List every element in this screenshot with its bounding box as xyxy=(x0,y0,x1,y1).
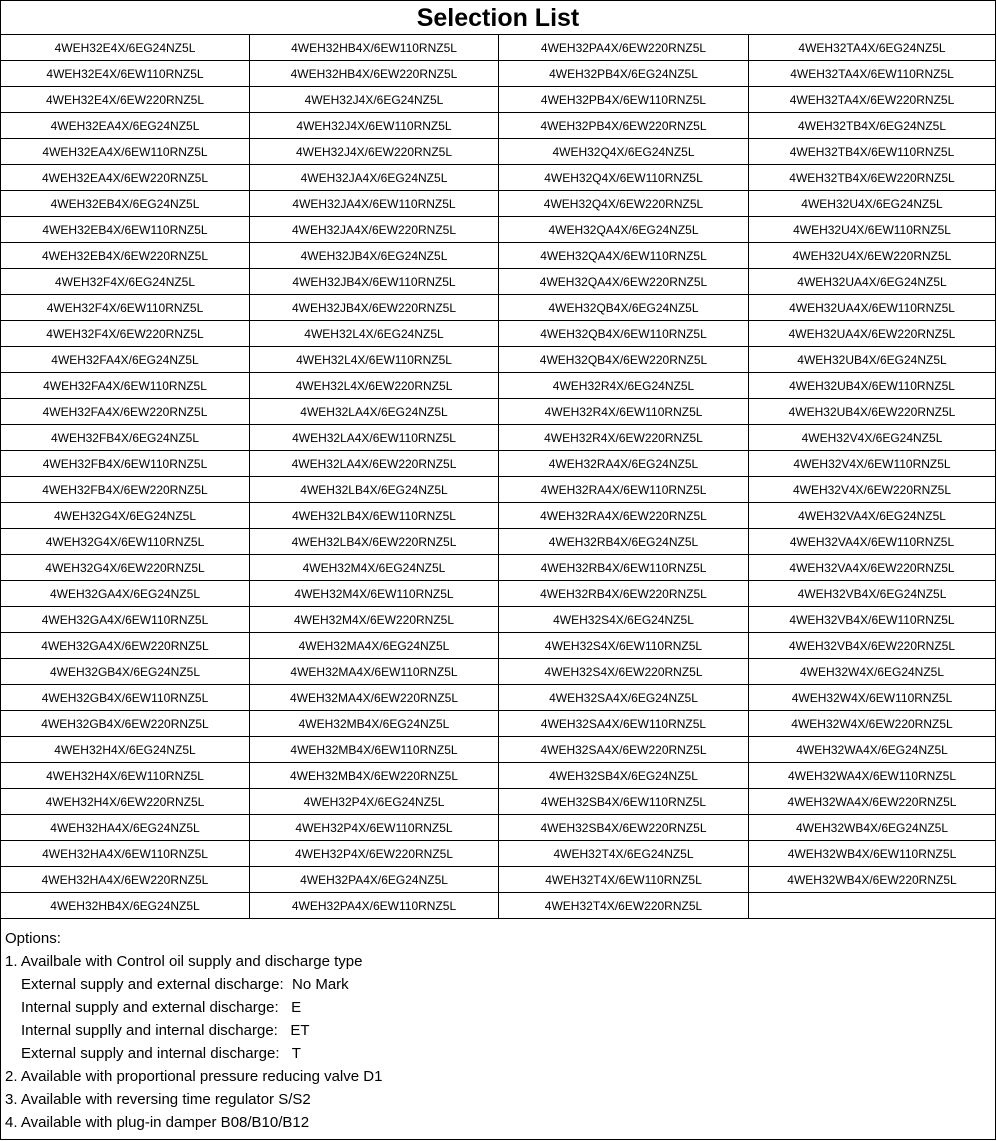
table-cell: 4WEH32E4X/6EW110RNZ5L xyxy=(1,61,250,87)
table-cell: 4WEH32V4X/6EW220RNZ5L xyxy=(749,477,996,503)
table-row xyxy=(1,503,996,529)
selection-table-body xyxy=(1,35,996,919)
table-row xyxy=(1,113,996,139)
table-cell: 4WEH32J4X/6EW110RNZ5L xyxy=(250,113,499,139)
table-cell: 4WEH32L4X/6EG24NZ5L xyxy=(250,321,499,347)
table-cell: 4WEH32PA4X/6EW110RNZ5L xyxy=(250,893,499,919)
option-item-2: 2. Available with proportional pressure reducing valve D1 xyxy=(5,1068,383,1085)
table-cell: 4WEH32P4X/6EW110RNZ5L xyxy=(250,815,499,841)
table-row xyxy=(1,243,996,269)
table-cell: 4WEH32RB4X/6EW220RNZ5L xyxy=(499,581,749,607)
table-cell: 4WEH32JB4X/6EG24NZ5L xyxy=(250,243,499,269)
table-cell: 4WEH32MA4X/6EW110RNZ5L xyxy=(250,659,499,685)
table-cell: 4WEH32WA4X/6EG24NZ5L xyxy=(749,737,996,763)
table-row xyxy=(1,685,996,711)
table-row xyxy=(1,581,996,607)
table-cell: 4WEH32HA4X/6EW220RNZ5L xyxy=(1,867,250,893)
table-cell: 4WEH32VB4X/6EW110RNZ5L xyxy=(749,607,996,633)
table-cell: 4WEH32F4X/6EG24NZ5L xyxy=(1,269,250,295)
table-cell: 4WEH32TA4X/6EW220RNZ5L xyxy=(749,87,996,113)
table-cell: 4WEH32L4X/6EW110RNZ5L xyxy=(250,347,499,373)
table-cell: 4WEH32W4X/6EW110RNZ5L xyxy=(749,685,996,711)
table-cell: 4WEH32SB4X/6EW220RNZ5L xyxy=(499,815,749,841)
table-cell: 4WEH32QA4X/6EW110RNZ5L xyxy=(499,243,749,269)
table-cell: 4WEH32M4X/6EG24NZ5L xyxy=(250,555,499,581)
table-cell: 4WEH32M4X/6EW220RNZ5L xyxy=(250,607,499,633)
table-cell: 4WEH32S4X/6EW110RNZ5L xyxy=(499,633,749,659)
table-cell: 4WEH32MA4X/6EW220RNZ5L xyxy=(250,685,499,711)
table-cell: 4WEH32LB4X/6EW220RNZ5L xyxy=(250,529,499,555)
table-cell: 4WEH32TB4X/6EW110RNZ5L xyxy=(749,139,996,165)
table-cell: 4WEH32T4X/6EW220RNZ5L xyxy=(499,893,749,919)
table-cell: 4WEH32RB4X/6EW110RNZ5L xyxy=(499,555,749,581)
table-cell: 4WEH32FB4X/6EW110RNZ5L xyxy=(1,451,250,477)
table-cell: 4WEH32RA4X/6EW220RNZ5L xyxy=(499,503,749,529)
table-row xyxy=(1,425,996,451)
table-cell: 4WEH32L4X/6EW220RNZ5L xyxy=(250,373,499,399)
table-cell: 4WEH32WB4X/6EW220RNZ5L xyxy=(749,867,996,893)
table-cell: 4WEH32HB4X/6EW220RNZ5L xyxy=(250,61,499,87)
table-row xyxy=(1,451,996,477)
table-cell: 4WEH32GA4X/6EW110RNZ5L xyxy=(1,607,250,633)
table-cell: 4WEH32WB4X/6EG24NZ5L xyxy=(749,815,996,841)
table-cell: 4WEH32WA4X/6EW110RNZ5L xyxy=(749,763,996,789)
table-cell: 4WEH32V4X/6EW110RNZ5L xyxy=(749,451,996,477)
table-cell: 4WEH32F4X/6EW110RNZ5L xyxy=(1,295,250,321)
table-cell: 4WEH32QB4X/6EG24NZ5L xyxy=(499,295,749,321)
table-cell xyxy=(749,893,996,919)
table-cell: 4WEH32TB4X/6EG24NZ5L xyxy=(749,113,996,139)
table-row xyxy=(1,555,996,581)
table-cell: 4WEH32RA4X/6EW110RNZ5L xyxy=(499,477,749,503)
table-row xyxy=(1,477,996,503)
options-heading: Options: xyxy=(5,930,61,947)
table-cell: 4WEH32UA4X/6EW220RNZ5L xyxy=(749,321,996,347)
table-cell: 4WEH32SA4X/6EW110RNZ5L xyxy=(499,711,749,737)
option-item-3: 3. Available with reversing time regulator S/S2 xyxy=(5,1091,311,1108)
table-row xyxy=(1,711,996,737)
table-cell: 4WEH32JA4X/6EG24NZ5L xyxy=(250,165,499,191)
table-cell: 4WEH32SB4X/6EW110RNZ5L xyxy=(499,789,749,815)
table-cell: 4WEH32M4X/6EW110RNZ5L xyxy=(250,581,499,607)
table-cell: 4WEH32MB4X/6EG24NZ5L xyxy=(250,711,499,737)
table-cell: 4WEH32GA4X/6EW220RNZ5L xyxy=(1,633,250,659)
table-cell: 4WEH32R4X/6EW220RNZ5L xyxy=(499,425,749,451)
table-cell: 4WEH32UA4X/6EG24NZ5L xyxy=(749,269,996,295)
table-cell: 4WEH32H4X/6EG24NZ5L xyxy=(1,737,250,763)
table-cell: 4WEH32Q4X/6EW110RNZ5L xyxy=(499,165,749,191)
table-row xyxy=(1,607,996,633)
table-cell: 4WEH32MB4X/6EW220RNZ5L xyxy=(250,763,499,789)
table-row xyxy=(1,373,996,399)
table-row xyxy=(1,139,996,165)
table-cell: 4WEH32S4X/6EG24NZ5L xyxy=(499,607,749,633)
table-cell: 4WEH32E4X/6EG24NZ5L xyxy=(1,35,250,61)
table-cell: 4WEH32VB4X/6EG24NZ5L xyxy=(749,581,996,607)
table-cell: 4WEH32Q4X/6EG24NZ5L xyxy=(499,139,749,165)
table-cell: 4WEH32RB4X/6EG24NZ5L xyxy=(499,529,749,555)
table-cell: 4WEH32TB4X/6EW220RNZ5L xyxy=(749,165,996,191)
table-cell: 4WEH32LA4X/6EG24NZ5L xyxy=(250,399,499,425)
table-cell: 4WEH32LA4X/6EW220RNZ5L xyxy=(250,451,499,477)
table-cell: 4WEH32VA4X/6EG24NZ5L xyxy=(749,503,996,529)
table-cell: 4WEH32UB4X/6EW110RNZ5L xyxy=(749,373,996,399)
table-cell: 4WEH32R4X/6EW110RNZ5L xyxy=(499,399,749,425)
table-cell: 4WEH32GB4X/6EG24NZ5L xyxy=(1,659,250,685)
table-cell: 4WEH32VA4X/6EW220RNZ5L xyxy=(749,555,996,581)
option-sub-4: External supply and internal discharge: T xyxy=(21,1045,301,1062)
table-cell: 4WEH32EB4X/6EG24NZ5L xyxy=(1,191,250,217)
table-row xyxy=(1,399,996,425)
table-cell: 4WEH32PA4X/6EW220RNZ5L xyxy=(499,35,749,61)
table-cell: 4WEH32HA4X/6EW110RNZ5L xyxy=(1,841,250,867)
table-cell: 4WEH32J4X/6EG24NZ5L xyxy=(250,87,499,113)
table-cell: 4WEH32HB4X/6EG24NZ5L xyxy=(1,893,250,919)
table-cell: 4WEH32PB4X/6EW220RNZ5L xyxy=(499,113,749,139)
table-cell: 4WEH32PB4X/6EG24NZ5L xyxy=(499,61,749,87)
table-cell: 4WEH32GB4X/6EW110RNZ5L xyxy=(1,685,250,711)
table-cell: 4WEH32QA4X/6EG24NZ5L xyxy=(499,217,749,243)
option-sub-3: Internal supplly and internal discharge: ET xyxy=(21,1022,310,1039)
table-cell: 4WEH32U4X/6EW110RNZ5L xyxy=(749,217,996,243)
table-cell: 4WEH32EB4X/6EW110RNZ5L xyxy=(1,217,250,243)
table-row xyxy=(1,269,996,295)
option-item-4: 4. Available with plug-in damper B08/B10/B12 xyxy=(5,1114,310,1131)
option-item-1: 1. Availbale with Control oil supply and discharge type xyxy=(5,953,363,970)
table-cell: 4WEH32P4X/6EW220RNZ5L xyxy=(250,841,499,867)
table-row xyxy=(1,893,996,919)
table-row xyxy=(1,633,996,659)
table-cell: 4WEH32JB4X/6EW220RNZ5L xyxy=(250,295,499,321)
table-cell: 4WEH32RA4X/6EG24NZ5L xyxy=(499,451,749,477)
table-cell: 4WEH32EA4X/6EW110RNZ5L xyxy=(1,139,250,165)
table-cell: 4WEH32TA4X/6EG24NZ5L xyxy=(749,35,996,61)
table-cell: 4WEH32FA4X/6EG24NZ5L xyxy=(1,347,250,373)
table-cell: 4WEH32S4X/6EW220RNZ5L xyxy=(499,659,749,685)
table-row xyxy=(1,35,996,61)
table-cell: 4WEH32H4X/6EW110RNZ5L xyxy=(1,763,250,789)
table-cell: 4WEH32W4X/6EW220RNZ5L xyxy=(749,711,996,737)
table-cell: 4WEH32Q4X/6EW220RNZ5L xyxy=(499,191,749,217)
table-cell: 4WEH32HB4X/6EW110RNZ5L xyxy=(250,35,499,61)
table-cell: 4WEH32UA4X/6EW110RNZ5L xyxy=(749,295,996,321)
table-cell: 4WEH32MA4X/6EG24NZ5L xyxy=(250,633,499,659)
table-row xyxy=(1,191,996,217)
table-cell: 4WEH32JA4X/6EW220RNZ5L xyxy=(250,217,499,243)
table-cell: 4WEH32UB4X/6EW220RNZ5L xyxy=(749,399,996,425)
table-row xyxy=(1,737,996,763)
option-sub-2: Internal supply and external discharge: E xyxy=(21,999,302,1016)
table-cell: 4WEH32QA4X/6EW220RNZ5L xyxy=(499,269,749,295)
table-row xyxy=(1,763,996,789)
table-row xyxy=(1,165,996,191)
table-cell: 4WEH32PA4X/6EG24NZ5L xyxy=(250,867,499,893)
table-cell: 4WEH32QB4X/6EW220RNZ5L xyxy=(499,347,749,373)
table-cell: 4WEH32JA4X/6EW110RNZ5L xyxy=(250,191,499,217)
table-cell: 4WEH32E4X/6EW220RNZ5L xyxy=(1,87,250,113)
table-row xyxy=(1,217,996,243)
table-row xyxy=(1,659,996,685)
table-cell: 4WEH32SB4X/6EG24NZ5L xyxy=(499,763,749,789)
table-cell: 4WEH32EB4X/6EW220RNZ5L xyxy=(1,243,250,269)
table-cell: 4WEH32PB4X/6EW110RNZ5L xyxy=(499,87,749,113)
table-cell: 4WEH32HA4X/6EG24NZ5L xyxy=(1,815,250,841)
table-cell: 4WEH32SA4X/6EG24NZ5L xyxy=(499,685,749,711)
table-cell: 4WEH32VA4X/6EW110RNZ5L xyxy=(749,529,996,555)
table-cell: 4WEH32G4X/6EW110RNZ5L xyxy=(1,529,250,555)
option-sub-1: External supply and external discharge: No Mark xyxy=(21,976,349,993)
table-cell: 4WEH32J4X/6EW220RNZ5L xyxy=(250,139,499,165)
table-cell: 4WEH32MB4X/6EW110RNZ5L xyxy=(250,737,499,763)
table-cell: 4WEH32GA4X/6EG24NZ5L xyxy=(1,581,250,607)
selection-table xyxy=(0,35,996,919)
table-row xyxy=(1,61,996,87)
table-row xyxy=(1,841,996,867)
table-cell: 4WEH32R4X/6EG24NZ5L xyxy=(499,373,749,399)
table-cell: 4WEH32EA4X/6EG24NZ5L xyxy=(1,113,250,139)
table-row xyxy=(1,295,996,321)
table-row xyxy=(1,867,996,893)
table-row xyxy=(1,529,996,555)
table-cell: 4WEH32V4X/6EG24NZ5L xyxy=(749,425,996,451)
table-cell: 4WEH32W4X/6EG24NZ5L xyxy=(749,659,996,685)
table-cell: 4WEH32GB4X/6EW220RNZ5L xyxy=(1,711,250,737)
table-cell: 4WEH32FA4X/6EW220RNZ5L xyxy=(1,399,250,425)
table-cell: 4WEH32G4X/6EG24NZ5L xyxy=(1,503,250,529)
table-cell: 4WEH32LA4X/6EW110RNZ5L xyxy=(250,425,499,451)
table-cell: 4WEH32P4X/6EG24NZ5L xyxy=(250,789,499,815)
table-cell: 4WEH32F4X/6EW220RNZ5L xyxy=(1,321,250,347)
table-cell: 4WEH32LB4X/6EG24NZ5L xyxy=(250,477,499,503)
page-title: Selection List xyxy=(1,1,995,35)
table-cell: 4WEH32FB4X/6EW220RNZ5L xyxy=(1,477,250,503)
table-cell: 4WEH32T4X/6EG24NZ5L xyxy=(499,841,749,867)
table-cell: 4WEH32FA4X/6EW110RNZ5L xyxy=(1,373,250,399)
table-cell: 4WEH32U4X/6EW220RNZ5L xyxy=(749,243,996,269)
table-cell: 4WEH32T4X/6EW110RNZ5L xyxy=(499,867,749,893)
table-cell: 4WEH32JB4X/6EW110RNZ5L xyxy=(250,269,499,295)
table-cell: 4WEH32UB4X/6EG24NZ5L xyxy=(749,347,996,373)
table-row xyxy=(1,347,996,373)
table-row xyxy=(1,789,996,815)
table-cell: 4WEH32U4X/6EG24NZ5L xyxy=(749,191,996,217)
table-cell: 4WEH32SA4X/6EW220RNZ5L xyxy=(499,737,749,763)
table-cell: 4WEH32H4X/6EW220RNZ5L xyxy=(1,789,250,815)
table-cell: 4WEH32WA4X/6EW220RNZ5L xyxy=(749,789,996,815)
options-section xyxy=(1,919,995,1134)
table-cell: 4WEH32WB4X/6EW110RNZ5L xyxy=(749,841,996,867)
table-row xyxy=(1,815,996,841)
table-cell: 4WEH32G4X/6EW220RNZ5L xyxy=(1,555,250,581)
table-cell: 4WEH32EA4X/6EW220RNZ5L xyxy=(1,165,250,191)
table-row xyxy=(1,87,996,113)
table-cell: 4WEH32VB4X/6EW220RNZ5L xyxy=(749,633,996,659)
table-row xyxy=(1,321,996,347)
table-cell: 4WEH32FB4X/6EG24NZ5L xyxy=(1,425,250,451)
table-cell: 4WEH32TA4X/6EW110RNZ5L xyxy=(749,61,996,87)
table-cell: 4WEH32LB4X/6EW110RNZ5L xyxy=(250,503,499,529)
table-cell: 4WEH32QB4X/6EW110RNZ5L xyxy=(499,321,749,347)
